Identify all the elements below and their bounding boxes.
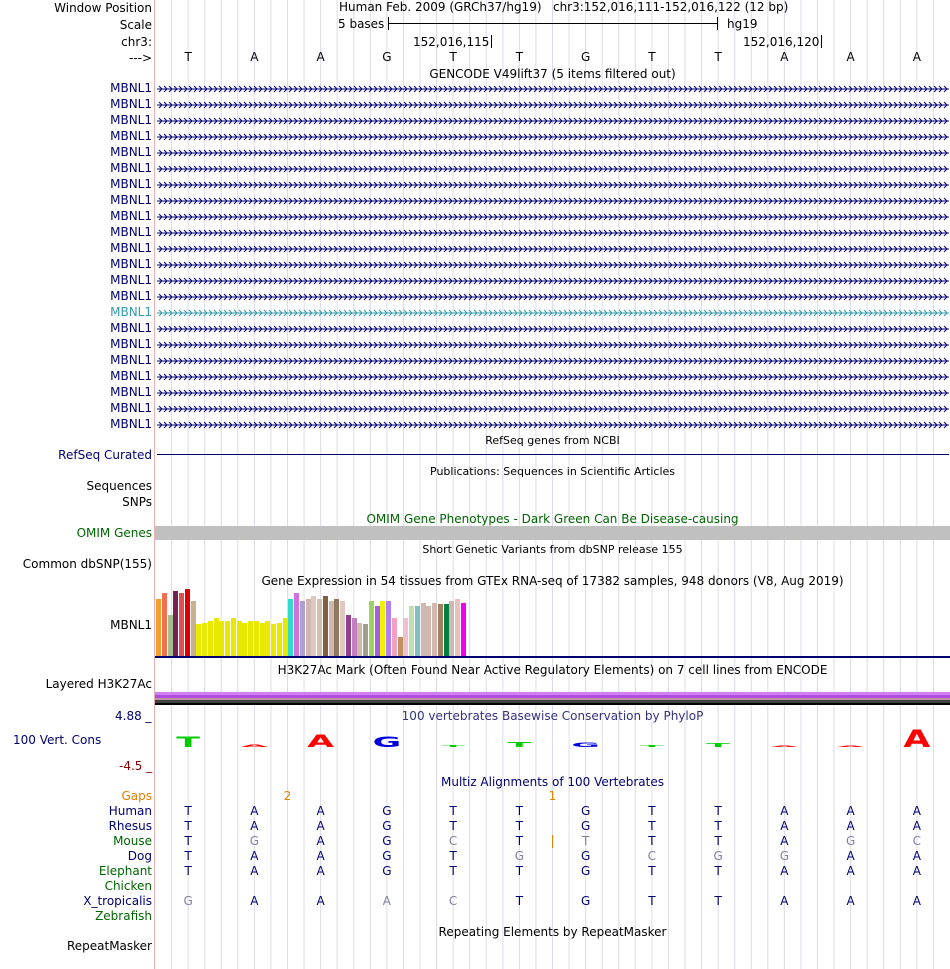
aligned-base: T [449,819,457,833]
gtex-tissue-bar[interactable] [219,621,224,656]
sequence-base: A [250,50,259,64]
gtex-tissue-bar[interactable] [248,621,253,656]
phylop-glyph: T [640,744,664,748]
sequence-base: A [780,50,789,64]
gencode-transcript[interactable] [157,99,949,113]
aligned-base: G [779,849,790,863]
phylop-title[interactable]: 100 vertebrates Basewise Conservation by PhyloP [401,709,704,723]
gencode-row-label[interactable]: MBNL1 [110,161,152,175]
aligned-base: T [515,864,524,878]
gencode-row-label[interactable]: MBNL1 [110,353,152,367]
aligned-base: T [714,819,722,833]
aligned-base: T [648,864,656,878]
aligned-base: G [382,834,392,848]
gencode-row-label[interactable]: MBNL1 [110,401,152,415]
gencode-transcript[interactable] [157,115,949,129]
gencode-title[interactable]: GENCODE V49lift37 (5 items filtered out) [429,67,676,81]
snps-label[interactable]: SNPs [122,495,152,509]
aligned-base: T [515,834,524,848]
insertion-marker [552,835,553,848]
species-label[interactable]: Rhesus [108,819,152,833]
aligned-base: T [581,834,590,848]
gtex-baseline [155,656,950,658]
sequence-base: T [449,50,457,64]
aligned-base: G [249,834,260,848]
gtex-tissue-bar[interactable] [191,601,196,656]
aligned-base: G [713,849,723,863]
aligned-base: G [580,819,591,833]
gtex-tissue-bar[interactable] [265,621,270,656]
window-position-label: Window Position [54,1,152,15]
aligned-base: A [912,804,921,818]
gencode-row-label[interactable]: MBNL1 [110,273,152,287]
aligned-base: G [183,894,193,908]
scale-bar-left [388,17,389,30]
refseq-line[interactable] [157,454,949,455]
aligned-base: A [846,819,855,833]
aligned-base: A [912,849,921,863]
gtex-tissue-bar[interactable] [231,618,236,656]
aligned-base: G [382,804,392,818]
db-label: hg19 [727,17,758,31]
phylop-glyph: G [372,734,402,751]
repeatmasker-label[interactable]: RepeatMasker [66,939,152,953]
gencode-transcript[interactable] [157,163,949,177]
sequence-base: T [648,50,656,64]
ruler-tick-2: 152,016,120 [743,35,822,49]
species-label[interactable]: Dog [127,849,152,863]
aligned-base: A [912,894,921,908]
gencode-row-label[interactable]: MBNL1 [110,225,152,239]
aligned-base: T [184,819,192,833]
gtex-tissue-bar[interactable] [398,637,403,656]
gtex-tissue-bar[interactable] [386,601,391,656]
gencode-transcript[interactable] [157,243,949,257]
sequence-base: T [184,50,192,64]
aligned-base: A [846,849,855,863]
gtex-tissue-bar[interactable] [461,603,466,656]
aligned-base: A [316,834,325,848]
species-label[interactable]: Human [108,804,152,818]
species-label[interactable]: Mouse [113,834,152,848]
scale-bar [388,23,718,24]
gtex-tissue-bar[interactable] [311,596,316,656]
gtex-tissue-bar[interactable] [455,599,460,656]
gtex-tissue-bar[interactable] [317,599,322,656]
gtex-tissue-bar[interactable] [288,599,293,656]
aligned-base: C [448,894,458,908]
gtex-tissue-bar[interactable] [415,606,420,656]
h3k27ac-title[interactable]: H3K27Ac Mark (Often Found Near Active Regulatory Elements) on 7 cell lines from ENCODE [277,663,828,677]
aligned-base: T [648,894,656,908]
gencode-row-label[interactable]: MBNL1 [110,81,152,95]
phylop-min: -4.5 _ [119,759,153,773]
gtex-tissue-bar[interactable] [225,621,230,656]
aligned-base: A [316,864,325,878]
h3k27ac-layer-5 [155,703,950,705]
gencode-transcript[interactable] [157,323,949,337]
aligned-base: G [514,849,525,863]
gtex-tissue-bar[interactable] [334,599,339,656]
phylop-glyph: T [706,742,730,749]
phylop-glyph: A [307,732,335,752]
aligned-base: T [648,819,656,833]
aligned-base: C [448,834,458,848]
phylop-label[interactable]: 100 Vert. Cons [13,733,102,747]
phylop-glyph: T [441,744,465,748]
aligned-base: A [780,894,789,908]
aligned-base: G [382,864,392,878]
gencode-transcript[interactable] [157,307,949,321]
aligned-base: A [250,864,259,878]
phylop-glyph: T [507,740,532,749]
phylop-logo[interactable] [155,720,950,760]
gtex-tissue-bar[interactable] [196,624,201,656]
gencode-row-label[interactable]: MBNL1 [110,241,152,255]
strand-label: ---> [128,51,152,65]
gtex-tissue-bar[interactable] [185,589,190,656]
gtex-tissue-bar[interactable] [208,621,213,656]
gtex-tissue-bar[interactable] [283,618,288,656]
aligned-base: A [250,804,259,818]
aligned-base: G [580,864,591,878]
omim-bar[interactable] [155,526,950,540]
aligned-base: T [184,864,192,878]
refseq-title[interactable]: RefSeq genes from NCBI [485,434,620,447]
aligned-base: T [515,819,524,833]
publications-title[interactable]: Publications: Sequences in Scientific Articles [430,465,675,478]
assembly-name: Human Feb. 2009 (GRCh37/hg19) [339,0,542,14]
aligned-base: A [780,864,789,878]
gencode-transcript[interactable] [157,227,949,241]
gtex-tissue-bar[interactable] [271,624,276,656]
omim-label[interactable]: OMIM Genes [76,526,152,540]
gtex-tissue-bar[interactable] [438,604,443,656]
gap-count: 2 [283,789,292,803]
gtex-tissue-bar[interactable] [346,615,351,656]
gtex-tissue-bar[interactable] [202,623,207,656]
gencode-transcript[interactable] [157,211,949,225]
aligned-base: T [184,834,192,848]
aligned-base: A [316,849,325,863]
aligned-base: T [515,894,524,908]
gtex-tissue-bar[interactable] [449,601,454,656]
gtex-tissue-bar[interactable] [156,599,161,656]
aligned-base: C [647,849,657,863]
gencode-row-label[interactable]: MBNL1 [110,337,152,351]
gencode-transcript[interactable] [157,83,949,97]
aligned-base: A [250,819,259,833]
gtex-tissue-bar[interactable] [426,606,431,656]
gap-count: 1 [548,789,557,803]
gtex-tissue-bar[interactable] [294,593,299,656]
h3k27ac-label[interactable]: Layered H3K27Ac [45,677,152,691]
sequence-base: A [846,50,855,64]
gtex-tissue-bar[interactable] [352,618,357,656]
sequences-label[interactable]: Sequences [86,479,152,493]
refseq-label[interactable]: RefSeq Curated [58,448,152,462]
gencode-row-label[interactable]: MBNL1 [110,145,152,159]
aligned-base: T [714,894,722,908]
gtex-tissue-bar[interactable] [254,621,259,656]
phylop-glyph: A [770,745,798,748]
gencode-row-label[interactable]: MBNL1 [110,177,152,191]
phylop-glyph: A [240,743,268,748]
gencode-row-label[interactable]: MBNL1 [110,209,152,223]
gtex-tissue-bar[interactable] [380,601,385,656]
gencode-transcript[interactable] [157,355,949,369]
chr-label: chr3: [121,35,152,49]
gtex-tissue-bar[interactable] [409,606,414,656]
gtex-tissue-bar[interactable] [392,618,397,656]
species-label[interactable]: X_tropicalis [83,894,152,908]
aligned-base: A [780,819,789,833]
gencode-row-label[interactable]: MBNL1 [110,113,152,127]
omim-title[interactable]: OMIM Gene Phenotypes - Dark Green Can Be Disease-causing [366,512,739,526]
gtex-tissue-bar[interactable] [300,601,305,656]
scale-bar-right [717,17,718,30]
species-label[interactable]: Chicken [104,879,152,893]
gencode-row-label[interactable]: MBNL1 [110,129,152,143]
gtex-tissue-bar[interactable] [421,603,426,656]
aligned-base: T [714,864,722,878]
gencode-transcript[interactable] [157,419,949,433]
gencode-transcript[interactable] [157,179,949,193]
gencode-transcript[interactable] [157,147,949,161]
sequence-base: G [382,50,392,64]
aligned-base: T [184,804,192,818]
gtex-tissue-bar[interactable] [432,603,437,656]
gtex-tissue-bar[interactable] [444,604,449,656]
aligned-base: T [515,804,524,818]
gtex-tissue-bar[interactable] [277,623,282,656]
aligned-base: A [846,804,855,818]
aligned-base: T [449,849,457,863]
aligned-base: A [250,894,259,908]
gencode-row-label[interactable]: MBNL1 [110,417,152,431]
aligned-base: G [580,804,591,818]
gencode-transcript[interactable] [157,259,949,273]
species-label[interactable]: Elephant [98,864,152,878]
gtex-tissue-bar[interactable] [329,601,334,656]
gtex-tissue-bar[interactable] [357,623,362,656]
aligned-base: T [648,804,656,818]
gtex-tissue-bar[interactable] [162,593,167,656]
gtex-tissue-bar[interactable] [168,615,173,656]
aligned-base: A [912,864,921,878]
aligned-base: A [316,819,325,833]
aligned-base: T [714,804,722,818]
aligned-base: A [846,894,855,908]
gencode-transcript[interactable] [157,339,949,353]
aligned-base: T [449,804,457,818]
gtex-tissue-bar[interactable] [323,596,328,656]
aligned-base: T [648,834,656,848]
gaps-label: Gaps [121,789,152,803]
gencode-transcript[interactable] [157,371,949,385]
position-readout: chr3:152,016,111-152,016,122 (12 bp) [552,0,789,14]
gencode-transcript[interactable] [157,131,949,145]
gtex-tissue-bar[interactable] [242,623,247,656]
gencode-row-label[interactable]: MBNL1 [110,257,152,271]
sequence-base: G [580,50,591,64]
sequence-base: A [912,50,921,64]
aligned-base: A [912,819,921,833]
sequence-base: T [515,50,524,64]
aligned-base: G [382,819,392,833]
gencode-transcript[interactable] [157,403,949,417]
phylop-glyph: A [837,745,865,748]
sequence-base: A [316,50,325,64]
gencode-transcript[interactable] [157,387,949,401]
species-label[interactable]: Zebrafish [95,909,152,923]
repeatmasker-title[interactable]: Repeating Elements by RepeatMasker [438,925,667,939]
gencode-transcript[interactable] [157,195,949,209]
gtex-tissue-bar[interactable] [237,621,242,656]
gtex-tissue-bar[interactable] [375,606,380,656]
gtex-tissue-bar[interactable] [214,618,219,656]
sequence-base: T [714,50,722,64]
gtex-tissue-bar[interactable] [363,624,368,656]
phylop-glyph: T [176,734,200,751]
gtex-tissue-bar[interactable] [173,591,178,656]
aligned-base: A [316,894,325,908]
aligned-base: A [780,804,789,818]
aligned-base: G [580,849,591,863]
gtex-tissue-bar[interactable] [369,601,374,656]
assembly-title [339,0,788,14]
aligned-base: A [250,849,259,863]
scale-label: Scale [119,18,152,32]
gencode-row-label[interactable]: MBNL1 [110,305,152,319]
gencode-row-label[interactable]: MBNL1 [110,321,152,335]
gtex-label[interactable]: MBNL1 [110,618,152,632]
aligned-base: G [845,834,856,848]
aligned-base: T [449,864,457,878]
phylop-glyph: G [571,741,600,749]
gencode-row-label[interactable]: MBNL1 [110,289,152,303]
phylop-max: 4.88 _ [115,709,152,723]
aligned-base: A [780,834,789,848]
phylop-glyph: A [903,725,931,754]
aligned-base: A [846,864,855,878]
gtex-tissue-bar[interactable] [340,601,345,656]
gencode-transcript[interactable] [157,275,949,289]
ruler-tick-1: 152,016,115 [413,35,492,49]
dbsnp-title[interactable]: Short Genetic Variants from dbSNP release 155 [422,543,683,556]
scale-text: 5 bases [338,17,385,31]
gencode-row-label[interactable]: MBNL1 [110,369,152,383]
gtex-tissue-bar[interactable] [403,618,408,656]
aligned-base: A [382,894,391,908]
aligned-base: A [316,804,325,818]
aligned-base: T [714,834,722,848]
gencode-row-label[interactable]: MBNL1 [110,97,152,111]
multiz-title[interactable]: Multiz Alignments of 100 Vertebrates [440,775,665,789]
gtex-tissue-bar[interactable] [306,599,311,656]
gencode-row-label[interactable]: MBNL1 [110,385,152,399]
gencode-transcript[interactable] [157,291,949,305]
base-grid [155,0,950,969]
gtex-title[interactable]: Gene Expression in 54 tissues from GTEx RNA-seq of 17382 samples, 948 donors (V8, Aug 2019) [261,574,844,588]
gtex-tissue-bar[interactable] [260,623,265,656]
dbsnp-label[interactable]: Common dbSNP(155) [22,557,152,571]
aligned-base: G [580,894,591,908]
aligned-base: C [912,834,922,848]
gtex-tissue-bar[interactable] [179,593,184,656]
aligned-base: T [184,849,192,863]
gencode-row-label[interactable]: MBNL1 [110,193,152,207]
aligned-base: G [382,849,392,863]
